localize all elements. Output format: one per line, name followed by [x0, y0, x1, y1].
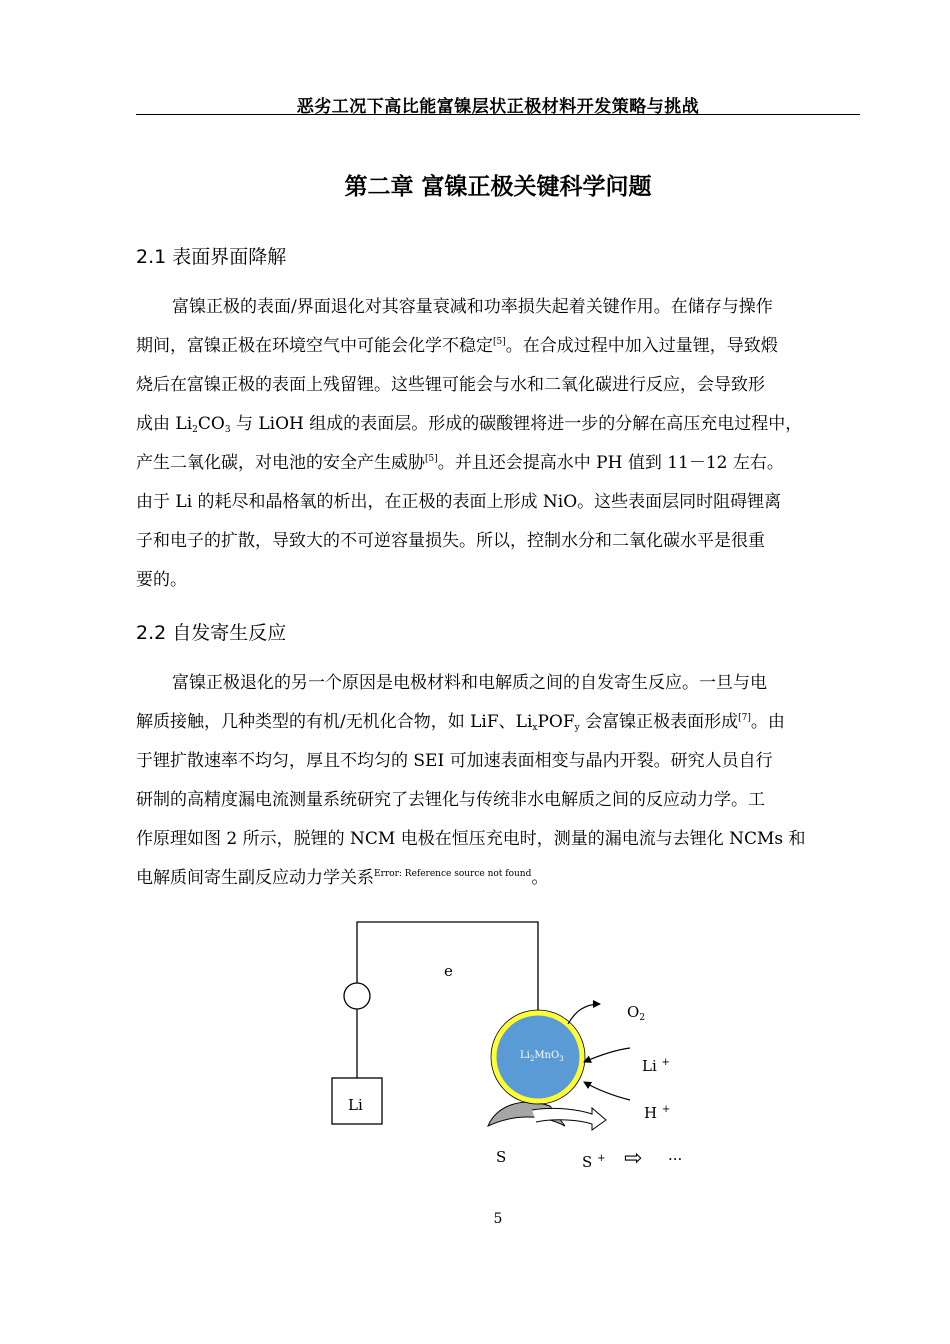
citation[interactable]: [5] — [425, 454, 438, 464]
para-line — [136, 444, 860, 483]
para-line: 于锂扩散速率不均匀，厚且不均匀的 SEI 可加速表面相变与晶内开裂。研究人员自行 — [136, 751, 773, 771]
solvent-label: S — [496, 1148, 507, 1166]
text-run: Li — [520, 1050, 530, 1061]
text-run: POF — [537, 712, 575, 732]
text-run: H — [644, 1104, 658, 1122]
particle-label — [520, 1050, 564, 1061]
text-run: 成由 Li — [136, 414, 193, 434]
paragraph-parasitic-reactions — [136, 664, 860, 898]
electron-label: e — [444, 962, 453, 980]
section-heading-2-2: 2.2 自发寄生反应 — [136, 622, 287, 644]
para-line: 作原理如图 2 所示，脱锂的 NCM 电极在恒压充电时，测量的漏电流与去锂化 NCMs 和 — [136, 829, 806, 849]
text-run: 会富镍正极表面形成 — [579, 712, 739, 732]
subscript: 2 — [192, 425, 198, 435]
para-line: 子和电子的扩散，导致大的不可逆容量损失。所以，控制水分和二氧化碳水平是很重 — [136, 531, 765, 551]
subscript: 2 — [639, 1013, 646, 1023]
para-line: 要的。 — [136, 570, 187, 590]
text-run: 电解质间寄生副反应动力学关系 — [136, 868, 374, 888]
text-run: 期间，富镍正极在环境空气中可能会化学不稳定 — [136, 336, 493, 356]
para-line: 富镍正极的表面/界面退化对其容量衰减和功率损失起着关键作用。在储存与操作 — [172, 297, 773, 317]
oxidized-solvent-label — [582, 1153, 605, 1171]
reaction-arrow-icon: ⇨ — [624, 1146, 643, 1171]
charge-sign: + — [661, 1104, 671, 1115]
subscript: 3 — [224, 425, 231, 435]
h-ion-arrow — [584, 1082, 630, 1100]
para-line — [136, 859, 860, 898]
text-run: 。由 — [750, 712, 785, 732]
subscript: y — [574, 723, 580, 733]
figure-leakage-current-schematic — [300, 900, 720, 1190]
para-line — [136, 405, 860, 444]
para-line: 烧后在富镍正极的表面上残留锂。这些锂可能会与水和二氧化碳进行反应，会导致形 — [136, 375, 765, 395]
header-rule — [136, 114, 860, 115]
text-run: 。在合成过程中加入过量锂，导致煅 — [505, 336, 778, 356]
ammeter-icon — [344, 983, 370, 1009]
section-heading-2-1: 2.1 表面界面降解 — [136, 246, 287, 268]
h-ion-label — [644, 1104, 670, 1122]
page-number: 5 — [493, 1211, 503, 1227]
para-line: 研制的高精度漏电流测量系统研究了去锂化与传统非水电解质之间的反应动力学。工 — [136, 790, 765, 810]
text-run: 。并且还会提高水中 PH 值到 11－12 左右。 — [437, 453, 784, 473]
running-header: 恶劣工况下高比能富镍层状正极材料开发策略与挑战 — [296, 97, 700, 117]
solvent-flow-arrow — [532, 1108, 606, 1130]
text-run: O — [627, 1003, 640, 1021]
charge-sign: + — [597, 1153, 606, 1164]
figure-drawing — [300, 900, 720, 1190]
continuation-ellipsis: ··· — [668, 1150, 683, 1168]
para-line — [136, 703, 860, 742]
citation[interactable]: [5] — [493, 337, 506, 347]
para-line: 富镍正极退化的另一个原因是电极材料和电解质之间的自发寄生反应。一旦与电 — [172, 673, 767, 693]
text-run: MnO — [534, 1050, 560, 1061]
subscript: x — [532, 723, 538, 733]
text-run: 与 LiOH 组成的表面层。形成的碳酸锂将进一步的分解在高压充电过程中， — [230, 414, 803, 434]
text-run: CO — [197, 414, 225, 434]
li-ion-label — [642, 1057, 670, 1075]
para-line: 由于 Li 的耗尽和晶格氧的析出，在正极的表面上形成 NiO。这些表面层同时阻碍锂离 — [136, 492, 782, 512]
paragraph-surface-degradation — [136, 288, 860, 600]
li-electrode-label: Li — [348, 1096, 363, 1114]
para-line — [136, 327, 860, 366]
o2-release-arrow — [568, 1004, 600, 1024]
citation[interactable]: [7] — [738, 713, 751, 723]
broken-reference[interactable]: Error: Reference source not found — [374, 869, 532, 879]
text-run: 。 — [531, 868, 549, 888]
text-run: 产生二氧化碳，对电池的安全产生威胁 — [136, 453, 425, 473]
text-run: S — [582, 1153, 593, 1171]
subscript: 2 — [529, 1055, 535, 1063]
text-run: 解质接触，几种类型的有机/无机化合物，如 LiF、Li — [136, 712, 533, 732]
charge-sign: + — [661, 1057, 670, 1068]
o2-label — [627, 1003, 645, 1021]
li-ion-arrow — [584, 1048, 630, 1062]
subscript: 3 — [559, 1055, 564, 1063]
text-run: Li — [642, 1057, 657, 1075]
chapter-title: 第二章 富镍正极关键科学问题 — [344, 174, 652, 200]
